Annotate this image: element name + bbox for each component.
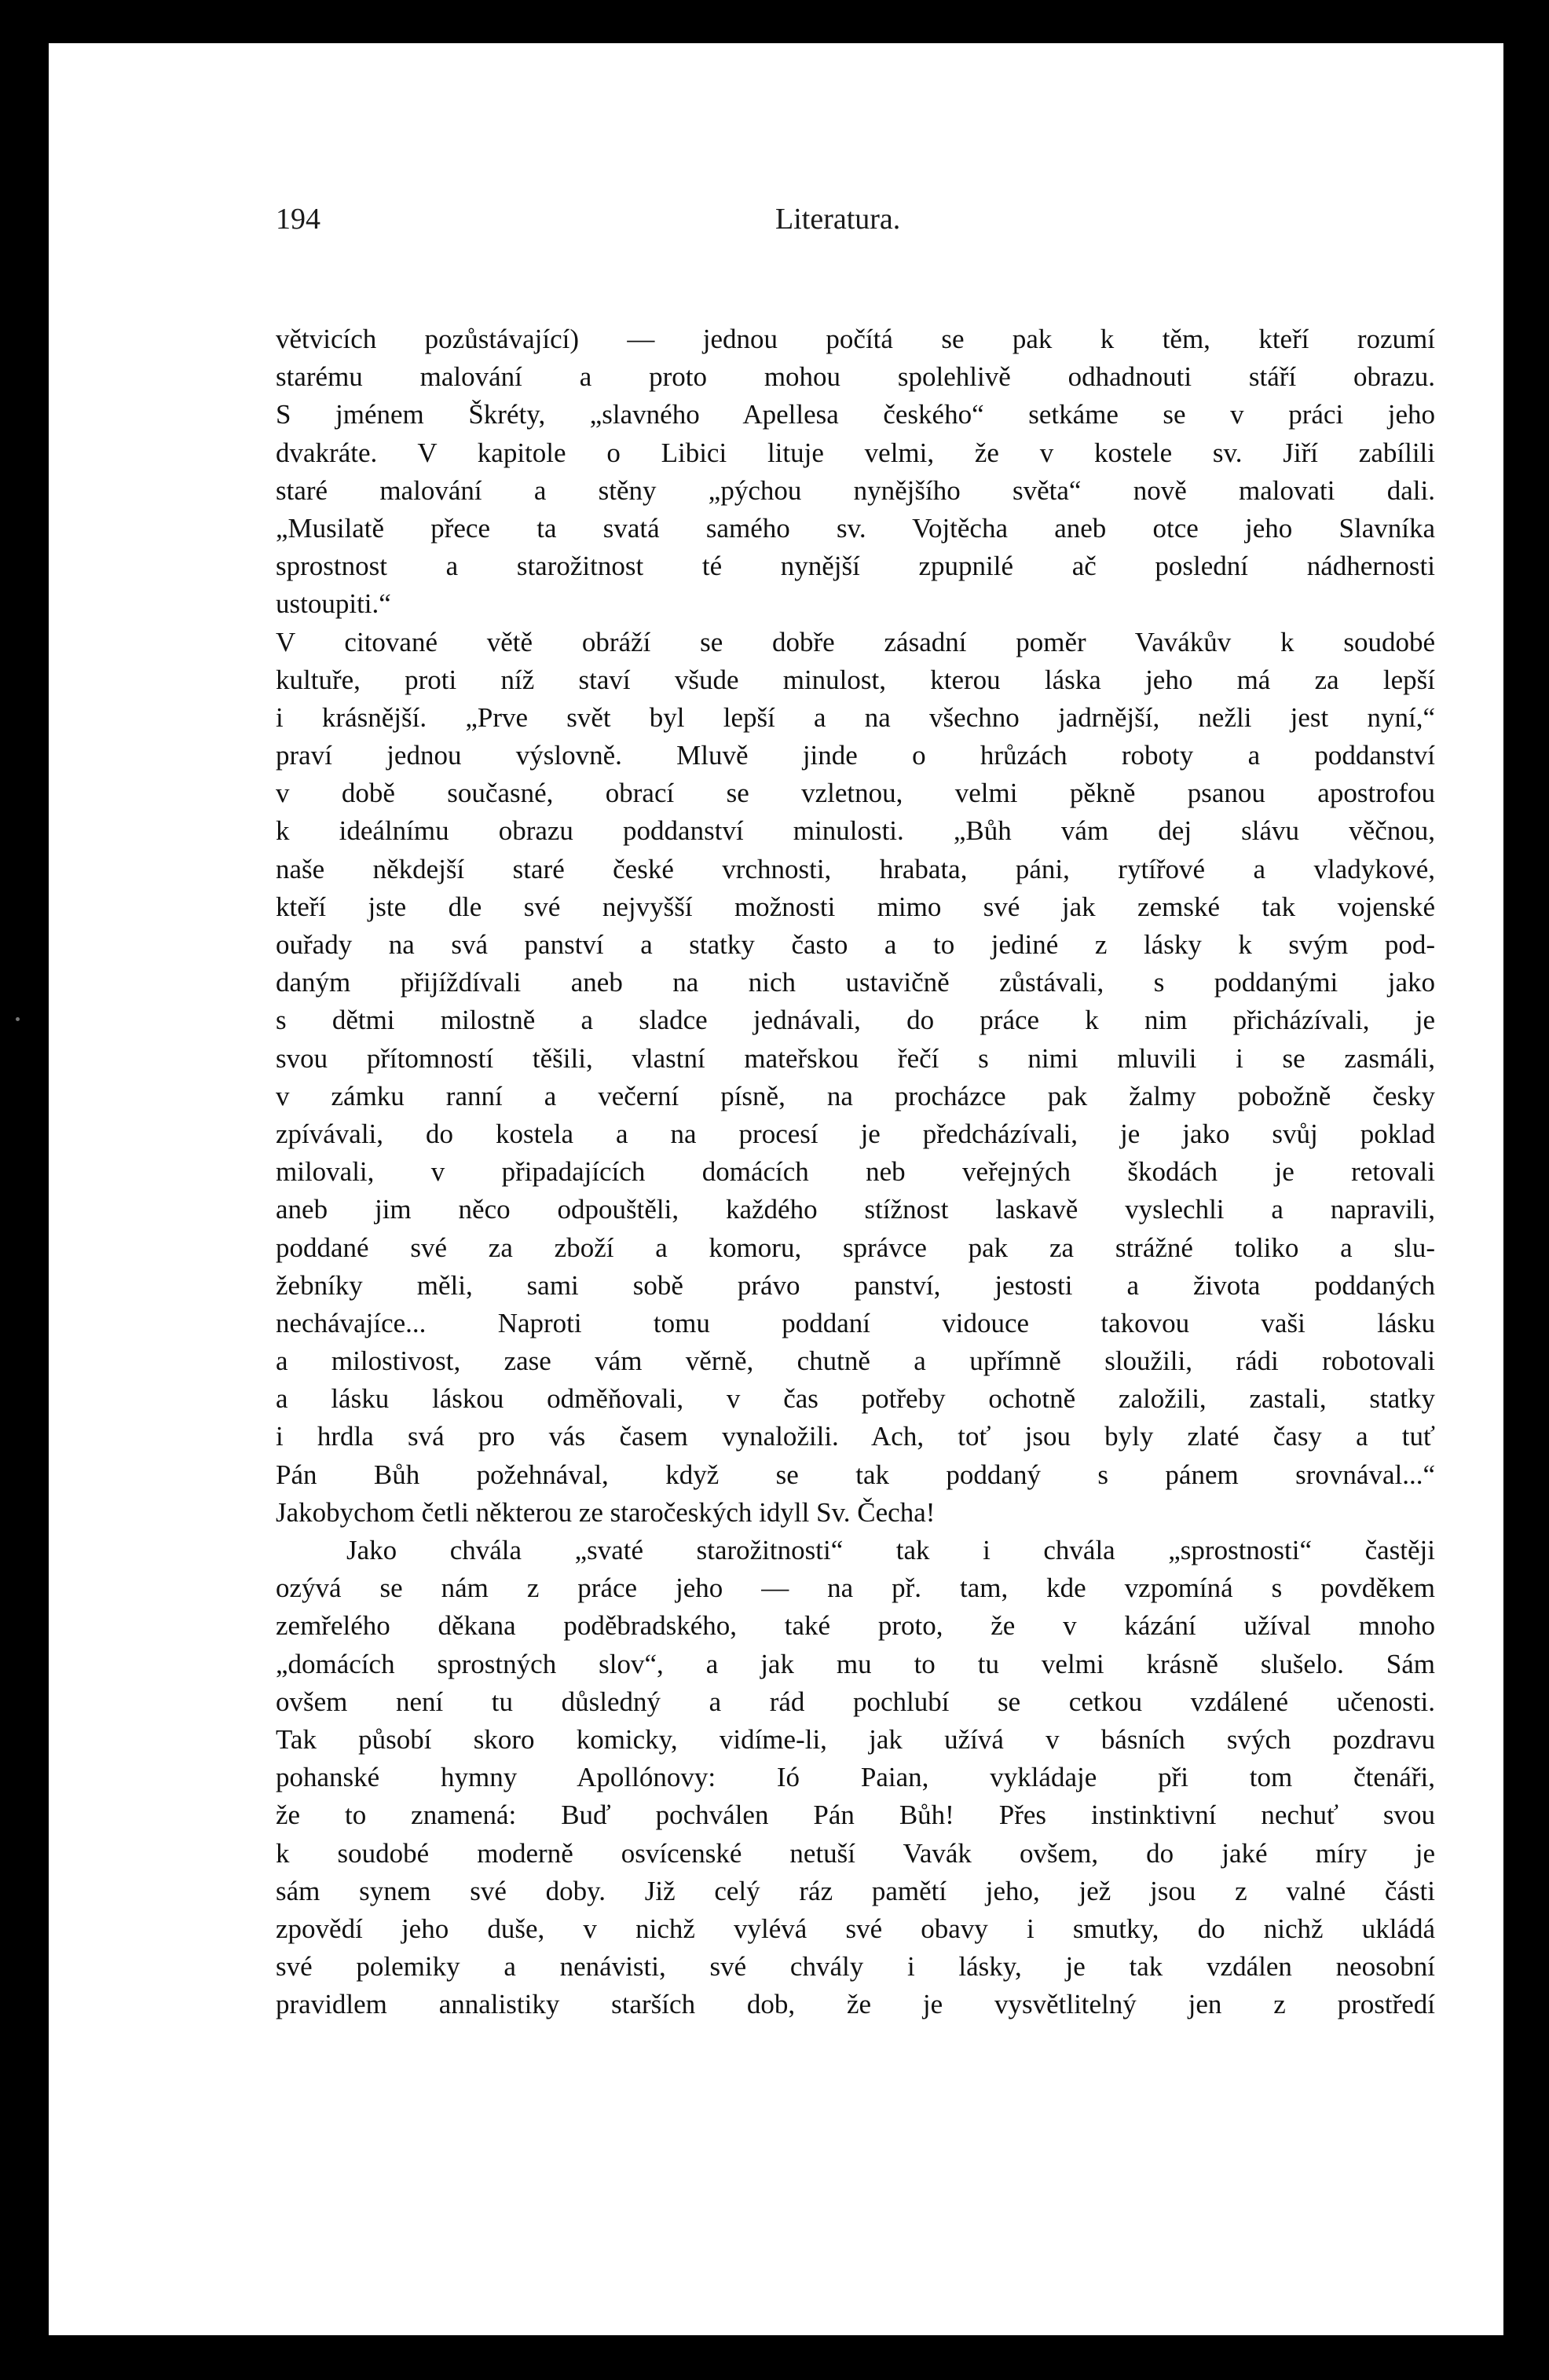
text-line: naše někdejší staré české vrchnosti, hrabata, páni, rytířové a vladykové,: [276, 853, 1435, 884]
body-text: [276, 320, 1435, 2023]
text-line: V citované větě obráží se dobře zásadní poměr Vavákův k soudobé: [276, 626, 1435, 657]
running-title: Literatura.: [775, 203, 901, 236]
text-line: své polemiky a nenávisti, své chvály i lásky, je tak vzdálen neosobní: [276, 1951, 1435, 1983]
text-line: poddané své za zboží a komoru, správce pak za strážné toliko a slu-: [276, 1232, 1435, 1263]
margin-dot: [16, 1017, 20, 1021]
text-line: nechávajíce... Naproti tomu poddaní vidouce takovou vaši lásku: [276, 1307, 1435, 1338]
text-line: v zámku ranní a večerní písně, na procházce pak žalmy pobožně česky: [276, 1080, 1435, 1111]
text-line: ovšem není tu důsledný a rád pochlubí se cetkou vzdálené učenosti.: [276, 1686, 1435, 1717]
text-line: milovali, v připadajících domácích neb veřejných škodách je retovali: [276, 1156, 1435, 1188]
text-line: praví jednou výslovně. Mluvě jinde o hrůzách roboty a poddanství: [276, 740, 1435, 771]
text-line: aneb jim něco odpouštěli, každého stížnost laskavě vyslechli a napravili,: [276, 1194, 1435, 1225]
text-line: žebníky měli, sami sobě právo panství, jestosti a života poddaných: [276, 1269, 1435, 1301]
text-line: kteří jste dle své nejvyšší možnosti mimo své jak zemské tak vojenské: [276, 891, 1435, 922]
text-line: ozývá se nám z práce jeho — na př. tam, kde vzpomíná s povděkem: [276, 1573, 1435, 1604]
text-line: sprostnost a starožitnost té nynější zpupnilé ač poslední nádhernosti: [276, 551, 1435, 582]
text-line: kultuře, proti níž staví všude minulost, kterou láska jeho má za lepší: [276, 664, 1435, 695]
text-line: i hrdla svá pro vás časem vynaložili. Ach, toť jsou byly zlaté časy a tuť: [276, 1421, 1435, 1452]
text-line: Jakobychom četli některou ze staročeských idyll Sv. Čecha!: [276, 1496, 936, 1528]
text-line: zpovědí jeho duše, v nichž vylévá své obavy i smutky, do nichž ukládá: [276, 1913, 1435, 1944]
text-line: a lásku láskou odměňovali, v čas potřeby ochotně založili, zastali, statky: [276, 1383, 1435, 1415]
text-line: s dětmi milostně a sladce jednávali, do práce k nim přicházívali, je: [276, 1005, 1435, 1036]
text-line: a milostivost, zase vám věrně, chutně a upřímně sloužili, rádi robotovali: [276, 1346, 1435, 1377]
text-line: Pán Bůh požehnával, když se tak poddaný s pánem srovnával...“: [276, 1459, 1435, 1490]
page-header: [276, 202, 1446, 249]
text-line: daným přijíždívali aneb na nich ustavičně zůstávali, s poddanými jako: [276, 967, 1435, 998]
text-line: sám synem své doby. Již celý ráz pamětí jeho, jež jsou z valné části: [276, 1875, 1435, 1906]
text-line: staré malování a stěny „pýchou nynějšího světa“ nově malovati dali.: [276, 474, 1435, 506]
text-line: k soudobé moderně osvícenské netuší Vavák ovšem, do jaké míry je: [276, 1837, 1435, 1869]
text-line: pohanské hymny Apollónovy: Ió Paian, vykládaje při tom čtenáři,: [276, 1762, 1435, 1793]
text-line: zpívávali, do kostela a na procesí je předcházívali, je jako svůj poklad: [276, 1118, 1435, 1149]
text-line: ouřady na svá panství a statky často a to jediné z lásky k svým pod-: [276, 929, 1435, 960]
text-line: Jako chvála „svaté starožitnosti“ tak i chvála „sprostnosti“ častěji: [346, 1535, 1435, 1565]
text-line: ustoupiti.“: [276, 588, 391, 620]
text-line: větvicích pozůstávající) — jednou počítá se pak k těm, kteří rozumí: [276, 324, 1435, 354]
text-line: „domácích sprostných slov“, a jak mu to tu velmi krásně slušelo. Sám: [276, 1648, 1435, 1679]
text-line: pravidlem annalistiky starších dob, že je vysvětlitelný jen z prostředí: [276, 1989, 1435, 2020]
text-line: i krásnější. „Prve svět byl lepší a na všechno jadrnější, nežli jest nyní,“: [276, 701, 1435, 733]
text-line: k ideálnímu obrazu poddanství minulosti. „Bůh vám dej slávu věčnou,: [276, 815, 1435, 847]
text-line: v době současné, obrací se vzletnou, velmi pěkně psanou apostrofou: [276, 778, 1435, 809]
text-line: dvakráte. V kapitole o Libici lituje velmi, že v kostele sv. Jiří zabílili: [276, 437, 1435, 468]
text-line: svou přítomností těšili, vlastní mateřskou řečí s nimi mluvili i se zasmáli,: [276, 1042, 1435, 1074]
text-line: S jménem Škréty, „slavného Apellesa českého“ setkáme se v práci jeho: [276, 399, 1435, 430]
text-line: starému malování a proto mohou spolehlivě odhadnouti stáří obrazu.: [276, 361, 1435, 393]
page-number: 194: [276, 203, 320, 236]
text-line: že to znamená: Buď pochválen Pán Bůh! Přes instinktivní nechuť svou: [276, 1800, 1435, 1831]
text-line: zemřelého děkana poděbradského, také proto, že v kázání užíval mnoho: [276, 1610, 1435, 1642]
text-line: „Musilatě přece ta svatá samého sv. Vojtěcha aneb otce jeho Slavníka: [276, 512, 1435, 544]
text-line: Tak působí skoro komicky, vidíme-li, jak užívá v básních svých pozdravu: [276, 1723, 1435, 1755]
